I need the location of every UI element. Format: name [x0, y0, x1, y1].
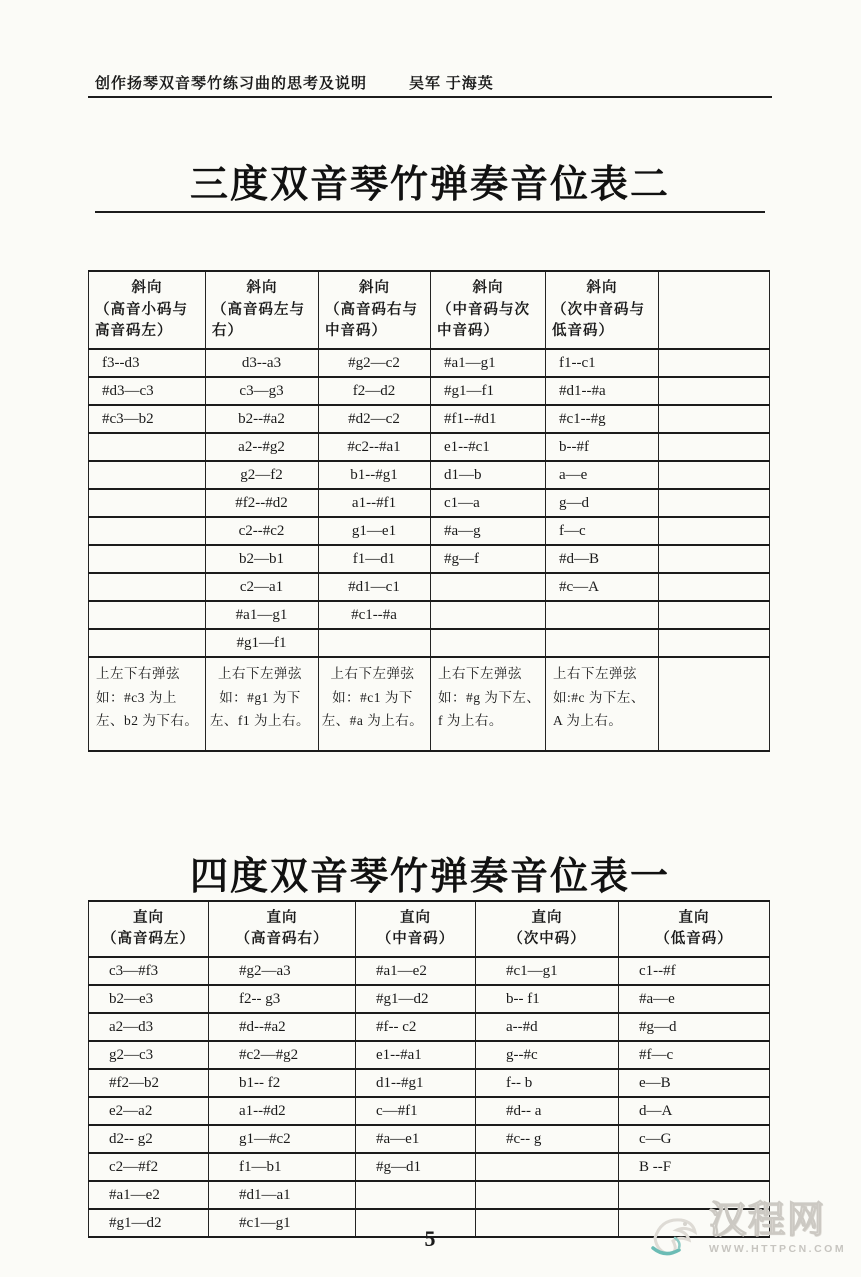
- note-pair-cell: f3--d3: [89, 349, 206, 377]
- column-header: [356, 901, 476, 957]
- note-pair-cell: [89, 629, 206, 657]
- note-pair-cell: #c3—b2: [89, 405, 206, 433]
- note-pair-cell: #g2—c2: [319, 349, 431, 377]
- note-pair-cell: d1—b: [431, 461, 546, 489]
- note-pair-cell: c2--#c2: [206, 517, 319, 545]
- note-pair-cell: #c2--#a1: [319, 433, 431, 461]
- note-pair-cell: [476, 1153, 619, 1181]
- note-pair-cell: g--#c: [476, 1041, 619, 1069]
- note-pair-cell: g1—#c2: [209, 1125, 356, 1153]
- page-number: 5: [424, 1226, 436, 1251]
- note-cell: [659, 657, 770, 751]
- note-pair-cell: c1—a: [431, 489, 546, 517]
- note-cell: 上右下左弹弦如：#c1 为下左、#a 为上右。: [319, 657, 431, 751]
- note-pair-cell: #a1—g1: [431, 349, 546, 377]
- note-pair-cell: f1--c1: [546, 349, 659, 377]
- note-pair-cell: #g2—a3: [209, 957, 356, 985]
- column-header: [319, 271, 431, 349]
- column-header-bridge: （高音小码与高音码左）: [95, 301, 188, 339]
- note-pair-cell: #f2—b2: [89, 1069, 209, 1097]
- table-row: [89, 573, 770, 601]
- note-pair-cell: g2—c3: [89, 1041, 209, 1069]
- note-pair-cell: #c2—#g2: [209, 1041, 356, 1069]
- note-pair-cell: d2-- g2: [89, 1125, 209, 1153]
- note-cell: 上左下右弹弦如：#c3 为上左、b2 为下右。: [89, 657, 206, 751]
- note-pair-cell: [89, 433, 206, 461]
- thirds-fingering-table: [88, 270, 770, 752]
- note-pair-cell: #c1--#a: [319, 601, 431, 629]
- note-pair-cell: c—G: [619, 1125, 770, 1153]
- note-pair-cell: [89, 573, 206, 601]
- note-pair-cell: c3—g3: [206, 377, 319, 405]
- note-pair-cell: #g1—d2: [89, 1209, 209, 1237]
- note-pair-cell: f—c: [546, 517, 659, 545]
- note-pair-cell: #c—A: [546, 573, 659, 601]
- table-row: [89, 1013, 770, 1041]
- note-pair-cell: #g—d1: [356, 1153, 476, 1181]
- note-pair-cell: e1--#a1: [356, 1041, 476, 1069]
- table-row: [89, 489, 770, 517]
- column-header: [619, 901, 770, 957]
- note-pair-cell: c—#f1: [356, 1097, 476, 1125]
- note-pair-cell: f1—d1: [319, 545, 431, 573]
- hanchengwang-dragon-logo-icon: [645, 1208, 707, 1266]
- note-pair-cell: #a1—g1: [206, 601, 319, 629]
- note-pair-cell: [89, 601, 206, 629]
- column-header-direction: 直向: [266, 909, 298, 926]
- note-pair-cell: [659, 629, 770, 657]
- note-pair-cell: #f-- c2: [356, 1013, 476, 1041]
- note-pair-cell: [89, 545, 206, 573]
- table-row: [89, 1097, 770, 1125]
- column-header-direction: 斜向: [586, 280, 618, 297]
- note-pair-cell: #c1—g1: [209, 1209, 356, 1237]
- note-pair-cell: [659, 573, 770, 601]
- table-row: [89, 957, 770, 985]
- note-pair-cell: #a—e1: [356, 1125, 476, 1153]
- header-row: [89, 901, 770, 957]
- notes-row: [89, 657, 770, 751]
- column-header-bridge: （高音码左与右）: [212, 301, 305, 339]
- note-pair-cell: c3—#f3: [89, 957, 209, 985]
- note-pair-cell: #d3—c3: [89, 377, 206, 405]
- header-rule: [88, 96, 772, 98]
- note-pair-cell: d3--a3: [206, 349, 319, 377]
- note-pair-cell: [89, 517, 206, 545]
- table-row: [89, 1041, 770, 1069]
- fourths-fingering-table: [88, 900, 770, 1238]
- note-pair-cell: #d-- a: [476, 1097, 619, 1125]
- column-header-bridge: （中音码）: [376, 931, 455, 948]
- note-pair-cell: c2—#f2: [89, 1153, 209, 1181]
- watermark-url: WWW.HTTPCN.COM: [709, 1242, 847, 1255]
- note-pair-cell: #g1—f1: [206, 629, 319, 657]
- note-pair-cell: [659, 517, 770, 545]
- column-header-bridge: （次中音码与低音码）: [552, 301, 645, 339]
- table-row: [89, 1125, 770, 1153]
- note-pair-cell: a2--#g2: [206, 433, 319, 461]
- note-cell: 上右下左弹弦如：#g1 为下左、f1 为上右。: [206, 657, 319, 751]
- column-header-bridge: （次中码）: [508, 931, 586, 948]
- note-pair-cell: [659, 489, 770, 517]
- column-header-bridge: （中音码与次中音码）: [437, 301, 530, 339]
- table-row: [89, 601, 770, 629]
- note-pair-cell: f1—b1: [209, 1153, 356, 1181]
- note-pair-cell: #d2—c2: [319, 405, 431, 433]
- document-header: [95, 72, 765, 93]
- column-header: [431, 271, 546, 349]
- column-header-direction: 斜向: [472, 280, 504, 297]
- note-pair-cell: g—d: [546, 489, 659, 517]
- note-pair-cell: b2—e3: [89, 985, 209, 1013]
- note-pair-cell: [89, 461, 206, 489]
- note-pair-cell: c2—a1: [206, 573, 319, 601]
- note-cell: 上右下左弹弦如:#c 为下左、A 为上右。: [546, 657, 659, 751]
- note-pair-cell: c1--#f: [619, 957, 770, 985]
- note-pair-cell: #f2--#d2: [206, 489, 319, 517]
- note-pair-cell: b1-- f2: [209, 1069, 356, 1097]
- note-pair-cell: a2—d3: [89, 1013, 209, 1041]
- note-pair-cell: [659, 377, 770, 405]
- column-header: [209, 901, 356, 957]
- column-header: [476, 901, 619, 957]
- note-pair-cell: [659, 433, 770, 461]
- note-pair-cell: [659, 461, 770, 489]
- table-row: [89, 433, 770, 461]
- column-header: [206, 271, 319, 349]
- column-header-direction: 直向: [678, 909, 710, 926]
- column-header-bridge: （高音码左）: [102, 931, 195, 948]
- column-header-direction: 直向: [531, 909, 563, 926]
- note-pair-cell: d1--#g1: [356, 1069, 476, 1097]
- table-row: [89, 1153, 770, 1181]
- note-pair-cell: [546, 629, 659, 657]
- note-pair-cell: #a—g: [431, 517, 546, 545]
- note-pair-cell: f-- b: [476, 1069, 619, 1097]
- note-pair-cell: #d--#a2: [209, 1013, 356, 1041]
- note-pair-cell: f2—d2: [319, 377, 431, 405]
- note-pair-cell: #f—c: [619, 1041, 770, 1069]
- note-pair-cell: b1--#g1: [319, 461, 431, 489]
- column-header-bridge: （高音码右）: [235, 931, 329, 948]
- note-pair-cell: [431, 601, 546, 629]
- table-row: [89, 545, 770, 573]
- column-header-direction: 直向: [400, 909, 431, 926]
- note-cell: 上右下左弹弦如：#g 为下左、f 为上右。: [431, 657, 546, 751]
- column-header: [89, 901, 209, 957]
- note-pair-cell: #d1—a1: [209, 1181, 356, 1209]
- note-pair-cell: b--#f: [546, 433, 659, 461]
- header-row: [89, 271, 770, 349]
- note-pair-cell: g1—e1: [319, 517, 431, 545]
- table-row: [89, 377, 770, 405]
- document-header-authors: 吴军 于海英: [409, 76, 494, 92]
- note-pair-cell: b2--#a2: [206, 405, 319, 433]
- note-pair-cell: [319, 629, 431, 657]
- column-header-direction: 直向: [133, 909, 164, 926]
- column-header: [659, 271, 770, 349]
- table-row: [89, 1069, 770, 1097]
- note-pair-cell: #f1--#d1: [431, 405, 546, 433]
- table1-title: 三度双音琴竹弹奏音位表二: [189, 164, 670, 206]
- document-header-title: 创作扬琴双音琴竹练习曲的思考及说明: [95, 76, 368, 92]
- table-row: [89, 349, 770, 377]
- table-row: [89, 985, 770, 1013]
- column-header-direction: 斜向: [131, 280, 163, 297]
- note-pair-cell: [659, 349, 770, 377]
- watermark: [645, 1202, 860, 1274]
- note-pair-cell: #a1—e2: [89, 1181, 209, 1209]
- watermark-text-block: [709, 1202, 846, 1255]
- title1-rule: [95, 211, 765, 213]
- note-pair-cell: #d1—c1: [319, 573, 431, 601]
- table-row: [89, 517, 770, 545]
- note-pair-cell: #d—B: [546, 545, 659, 573]
- note-pair-cell: B --F: [619, 1153, 770, 1181]
- note-pair-cell: a1--#f1: [319, 489, 431, 517]
- table2-title: 四度双音琴竹弹奏音位表一: [189, 856, 670, 898]
- note-pair-cell: #g1—d2: [356, 985, 476, 1013]
- note-pair-cell: d—A: [619, 1097, 770, 1125]
- note-pair-cell: [89, 489, 206, 517]
- note-pair-cell: #a1—e2: [356, 957, 476, 985]
- column-header-direction: 斜向: [359, 280, 390, 297]
- note-pair-cell: [659, 405, 770, 433]
- watermark-logo-text: 汉程网: [709, 1200, 826, 1241]
- note-pair-cell: [659, 601, 770, 629]
- note-pair-cell: [476, 1181, 619, 1209]
- note-pair-cell: f2-- g3: [209, 985, 356, 1013]
- column-header: [546, 271, 659, 349]
- note-pair-cell: e2—a2: [89, 1097, 209, 1125]
- note-pair-cell: a—e: [546, 461, 659, 489]
- note-pair-cell: [431, 629, 546, 657]
- note-pair-cell: [431, 573, 546, 601]
- note-pair-cell: #a—e: [619, 985, 770, 1013]
- table-row: [89, 405, 770, 433]
- note-pair-cell: #g1—f1: [431, 377, 546, 405]
- note-pair-cell: a--#d: [476, 1013, 619, 1041]
- column-header-bridge: （高音码右与中音码）: [325, 301, 418, 339]
- note-pair-cell: [659, 545, 770, 573]
- note-pair-cell: [546, 601, 659, 629]
- note-pair-cell: #c-- g: [476, 1125, 619, 1153]
- note-pair-cell: #c1—g1: [476, 957, 619, 985]
- note-pair-cell: #g—f: [431, 545, 546, 573]
- note-pair-cell: #c1--#g: [546, 405, 659, 433]
- note-pair-cell: [356, 1181, 476, 1209]
- note-pair-cell: e—B: [619, 1069, 770, 1097]
- note-pair-cell: e1--#c1: [431, 433, 546, 461]
- column-header-bridge: （低音码）: [655, 931, 733, 948]
- table-row: [89, 629, 770, 657]
- note-pair-cell: b2—b1: [206, 545, 319, 573]
- table-row: [89, 461, 770, 489]
- note-pair-cell: g2—f2: [206, 461, 319, 489]
- note-pair-cell: #d1--#a: [546, 377, 659, 405]
- column-header: [89, 271, 206, 349]
- note-pair-cell: b-- f1: [476, 985, 619, 1013]
- note-pair-cell: a1--#d2: [209, 1097, 356, 1125]
- note-pair-cell: #g—d: [619, 1013, 770, 1041]
- column-header-direction: 斜向: [246, 280, 278, 297]
